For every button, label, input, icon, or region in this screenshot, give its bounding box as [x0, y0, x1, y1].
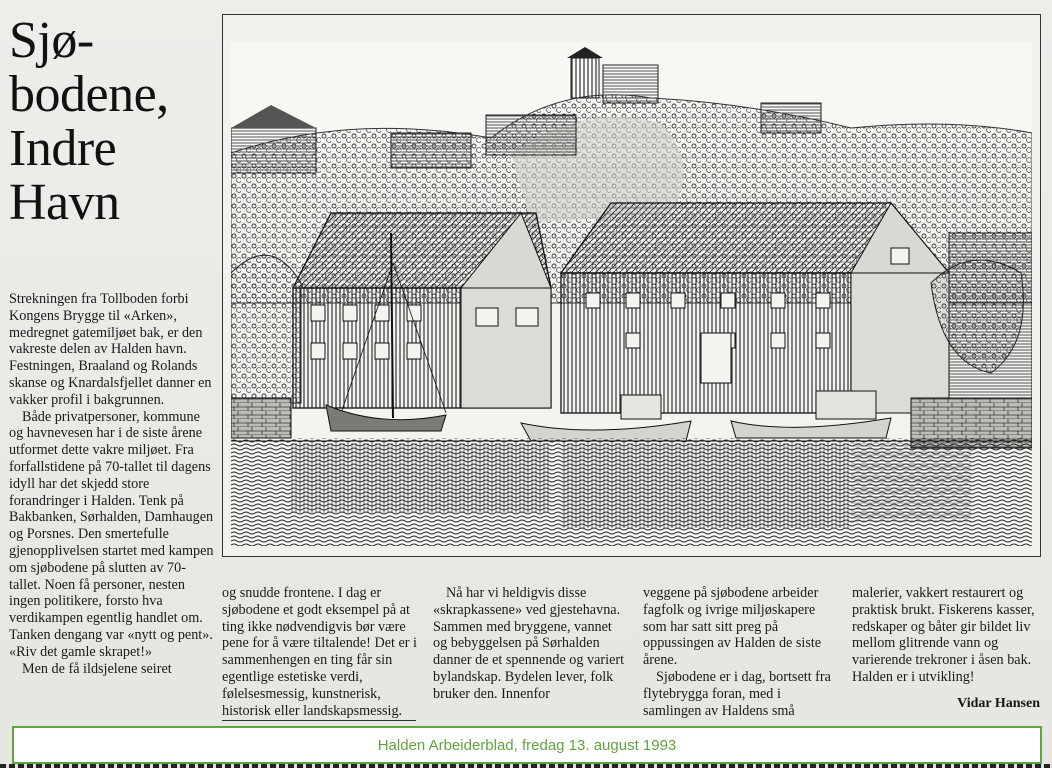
ink-drawing-image — [231, 43, 1032, 546]
paragraph: Men de få ildsjelene seiret — [22, 660, 172, 677]
cropped-next-article-strip — [0, 764, 1052, 768]
column-divider — [222, 720, 416, 721]
paragraph: malerier, vakkert restaurert og praktisk brukt. Fiskerens kasser, redskaper og båter gir bildet liv mellom glitrende vann og varierende trekroner i åsen bak. Halden er i utvikling! — [852, 585, 1035, 685]
paragraph: Nå har vi heldigvis disse «skrapkassene» ved gjestehavna. Sammen med bryggene, vannet og bebyggelsen på Sørhalden danner de et spennende og variert bylandskap. Bydelen lever, folk bruker den. Innenfor — [433, 585, 625, 702]
author-byline: Vidar Hansen — [957, 696, 1040, 711]
headline-line-4: Havn — [9, 174, 120, 231]
headline-line-2: bodene, — [9, 66, 169, 123]
article-column-1 — [9, 291, 217, 677]
article-column-5 — [852, 585, 1042, 686]
article-column-2 — [222, 585, 418, 719]
article-column-3 — [433, 585, 629, 703]
paragraph: Strekningen fra Tollboden forbi Kongens Brygge til «Arken», medregnet gatemiljøet bak, er den vakreste delen av Halden havn. Festningen, Braaland og Rolands skanse og Knardalsfjellet danner en vakker profil i bakgrunnen. — [9, 291, 212, 408]
paragraph: Både privatpersoner, kommune og havnevesen har i de siste årene utformet dette vakre miljøet. Fra forfallstidene på 70-tallet til dagens idyll har det skjedd store forandringer i Halden. Tenk på Bakbanken, Sørhalden, Damhaugen og Porsnes. Den smertefulle gjenopplivelsen startet med kampen om sjøbodene på slutten av 70-tallet. Noen få personer, nesten ingen politikere, forsto hva verdikampen egentlig handlet om. Tanken dengang var «nytt og pent». «Riv det gamle skrapet!» — [9, 408, 214, 660]
paragraph: og snudde frontene. I dag er sjøbodene et godt eksempel på at ting ikke nødvendigvis bør være pene for å være tiltalende! Det er i sammenhengen en ting får sin egentlige estetiske verdi, følelsesmessig, kunstnerisk, historisk eller landskapsmessig. — [222, 585, 417, 719]
source-caption-text: Halden Arbeiderblad, fredag 13. august 1993 — [377, 736, 677, 754]
headline-line-1: Sjø- — [9, 12, 94, 69]
paragraph: Sjøbodene er i dag, bortsett fra flytebrygga foran, med i samlingen av Haldens små — [643, 668, 831, 719]
article-column-4 — [643, 585, 841, 719]
harbour-illustration — [222, 14, 1041, 557]
paragraph: veggene på sjøbodene arbeider fagfolk og ivrige miljøskapere som har satt sitt preg på oppussingen av Halden de siste årene. — [643, 585, 822, 669]
headline-line-3: Indre — [9, 120, 117, 177]
source-caption — [12, 726, 1042, 764]
article-headline — [9, 14, 214, 230]
